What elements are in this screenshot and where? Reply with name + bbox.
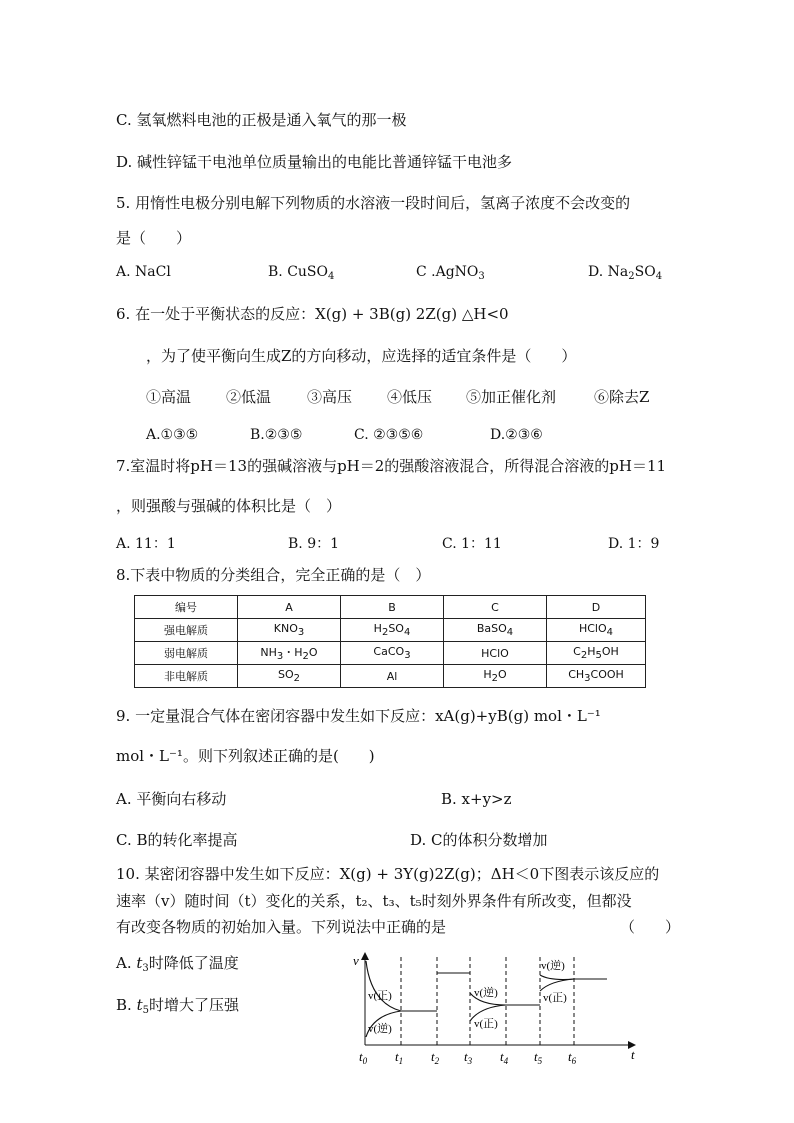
- q10-option-a: A. $t_3$时降低了温度: [116, 954, 239, 974]
- q5-option-d: D. $Na_2SO_4$: [588, 264, 663, 282]
- table-cell: $NH_3$・$H_2O$: [238, 642, 341, 665]
- q7-option-c: C. 1：11: [442, 536, 502, 552]
- q6-option-b: B.②③⑤: [250, 427, 303, 443]
- q5-option-c: C .AgNO$_3$: [416, 264, 485, 282]
- rate-time-graph: [345, 945, 645, 1075]
- q7-option-b: B. 9：1: [288, 536, 340, 552]
- q6-option-c: C. ②③⑤⑥: [354, 427, 424, 443]
- q10-answer-paren: （ ）: [620, 918, 681, 936]
- q6-condition-3: ③高压: [307, 388, 353, 406]
- q7-option-a: A. 11：1: [116, 536, 176, 552]
- q4-option-d: D. 碱性锌锰干电池单位质量输出的电能比普通锌锰干电池多: [116, 153, 513, 171]
- q6-stem: 6. 在一处于平衡状态的反应：X(g) + 3B(g) 2Z(g) △H<0: [116, 305, 509, 323]
- q6-option-a: A.①③⑤: [146, 427, 199, 443]
- q10-option-b: B. $t_5$时增大了压强: [116, 996, 239, 1016]
- header-cell: A: [238, 596, 341, 619]
- table-cell: $C_2H_5OH$: [547, 642, 646, 665]
- q7-stem-cont: ，则强酸与强碱的体积比是（ ）: [116, 497, 342, 515]
- curve-label: v(正): [368, 990, 392, 1002]
- q6-condition-4: ④低压: [387, 388, 433, 406]
- curve-label: v(逆): [474, 987, 498, 999]
- table-row: [135, 665, 646, 688]
- header-cell: D: [547, 596, 646, 619]
- q7-option-d: D. 1：9: [608, 536, 660, 552]
- y-axis-label: v: [353, 953, 359, 968]
- v-forward-curve-5: [540, 979, 574, 991]
- table-cell: HClO: [444, 642, 547, 665]
- tick-label: $t_1$: [395, 1049, 404, 1066]
- table-cell: $KNO_3$: [238, 619, 341, 642]
- q10-stem-cont-1: 速率（v）随时间（t）变化的关系，t₂、t₃、t₅时刻外界条件有所改变，但都没: [116, 892, 632, 910]
- table-cell: BaSO$_4$: [444, 619, 547, 642]
- q10-stem: 10. 某密闭容器中发生如下反应：X(g) + 3Y(g)2Z(g)；ΔH＜0下图表示该反应的: [116, 865, 660, 883]
- tick-label: $t_2$: [431, 1049, 440, 1066]
- q8-stem: 8.下表中物质的分类组合，完全正确的是（ ）: [116, 566, 431, 584]
- curve-label: v(逆): [541, 960, 565, 972]
- q5-option-b: B. CuSO$_4$: [268, 264, 335, 282]
- table-cell: $CH_3COOH$: [547, 665, 646, 688]
- tick-label: $t_3$: [464, 1049, 473, 1066]
- curve-label: v(正): [543, 992, 567, 1004]
- q5-option-a: A. NaCl: [116, 264, 171, 280]
- x-axis-label: t: [631, 1047, 635, 1062]
- table-cell: $H_2SO_4$: [341, 619, 444, 642]
- q9-option-c: C. B的转化率提高: [116, 831, 238, 849]
- q9-stem-cont: mol・L⁻¹。则下列叙述正确的是( ): [116, 747, 375, 765]
- q5-stem-cont: 是（ ）: [116, 229, 192, 247]
- row-label: 弱电解质: [135, 642, 238, 665]
- table-cell: Al: [341, 665, 444, 688]
- tick-label: $t_4$: [500, 1049, 509, 1066]
- classification-table: [134, 595, 646, 688]
- header-cell: 编号: [135, 596, 238, 619]
- tick-label: $t_5$: [534, 1049, 543, 1066]
- q6-option-d: D.②③⑥: [490, 427, 543, 443]
- tick-label: $t_0$: [359, 1049, 368, 1066]
- table-row: [135, 642, 646, 665]
- curve-label: v(逆): [368, 1023, 392, 1035]
- row-label: 强电解质: [135, 619, 238, 642]
- table-cell: HClO$_4$: [547, 619, 646, 642]
- v-forward-curve-1: [366, 961, 401, 1011]
- q9-option-b: B. x+y>z: [441, 790, 512, 808]
- v-reverse-curve-5: [540, 975, 574, 980]
- header-cell: B: [341, 596, 444, 619]
- table-cell: $H_2O$: [444, 665, 547, 688]
- q7-stem: 7.室温时将pH＝13的强碱溶液与pH＝2的强酸溶液混合，所得混合溶液的pH＝11: [116, 457, 667, 475]
- q6-stem-cont: ，为了使平衡向生成Z的方向移动，应选择的适宜条件是（ ）: [146, 347, 577, 365]
- q5-stem: 5. 用惰性电极分别电解下列物质的水溶液一段时间后，氢离子浓度不会改变的: [116, 194, 631, 212]
- q6-condition-5: ⑤加正催化剂: [466, 388, 557, 406]
- table-cell: CaCO$_3$: [341, 642, 444, 665]
- row-label: 非电解质: [135, 665, 238, 688]
- curve-label: v(正): [474, 1018, 498, 1030]
- header-cell: C: [444, 596, 547, 619]
- table-cell: $SO_2$: [238, 665, 341, 688]
- q6-condition-6: ⑥除去Z: [594, 388, 650, 406]
- q6-condition-1: ①高温: [146, 388, 192, 406]
- q6-condition-2: ②低温: [226, 388, 272, 406]
- q9-option-d: D. C的体积分数增加: [410, 831, 548, 849]
- table-header-row: [135, 596, 646, 619]
- q10-stem-cont-2: 有改变各物质的初始加入量。下列说法中正确的是: [116, 918, 447, 936]
- q9-option-a: A. 平衡向右移动: [116, 790, 227, 808]
- table-row: [135, 619, 646, 642]
- q4-option-c: C. 氢氧燃料电池的正极是通入氧气的那一极: [116, 111, 407, 129]
- q9-stem: 9. 一定量混合气体在密闭容器中发生如下反应：xA(g)+yB(g) mol・L⁻¹: [116, 707, 601, 725]
- tick-label: $t_6$: [568, 1049, 577, 1066]
